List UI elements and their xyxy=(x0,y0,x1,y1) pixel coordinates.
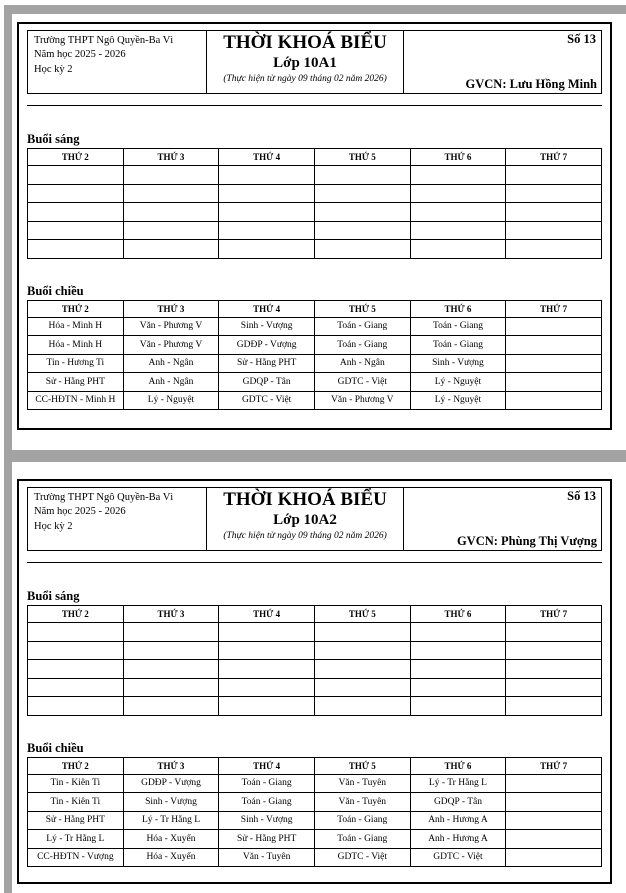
day-header-cell: THỨ 2 xyxy=(28,606,124,623)
lesson-cell xyxy=(506,641,602,660)
page-title: THỜI KHOÁ BIỂU xyxy=(223,32,387,53)
header-divider xyxy=(27,105,602,106)
day-header-cell: THỨ 7 xyxy=(506,757,602,774)
day-header-row xyxy=(28,300,602,317)
day-header-cell: THỨ 2 xyxy=(28,757,124,774)
lesson-cell: Toán - Giang xyxy=(314,317,410,336)
lesson-cell xyxy=(506,373,602,392)
day-header-row xyxy=(28,149,602,166)
period-row xyxy=(28,391,602,410)
lesson-cell xyxy=(123,221,219,240)
lesson-cell: Sinh - Vượng xyxy=(123,793,219,812)
lesson-cell: Văn - Phương V xyxy=(123,317,219,336)
period-row xyxy=(28,811,602,830)
period-row xyxy=(28,848,602,867)
lesson-cell xyxy=(506,240,602,259)
lesson-cell: GDĐP - Vượng xyxy=(219,336,315,355)
lesson-cell: Sử - Hằng PHT xyxy=(219,354,315,373)
lesson-cell xyxy=(314,203,410,222)
class-name: Lớp 10A2 xyxy=(273,511,337,528)
lesson-cell xyxy=(28,240,124,259)
lesson-cell xyxy=(219,660,315,679)
lesson-cell: Toán - Giang xyxy=(219,793,315,812)
period-row xyxy=(28,221,602,240)
lesson-cell: Lý - Nguyệt xyxy=(123,391,219,410)
lesson-cell: Anh - Ngân xyxy=(314,354,410,373)
day-header-cell: THỨ 5 xyxy=(314,300,410,317)
lesson-cell xyxy=(506,848,602,867)
lesson-cell xyxy=(219,678,315,697)
day-header-cell: THỨ 4 xyxy=(219,757,315,774)
meta-block xyxy=(404,488,601,550)
timetable-page-10a2 xyxy=(12,462,626,893)
lesson-cell xyxy=(506,354,602,373)
period-row xyxy=(28,184,602,203)
sheet-number: Số 13 xyxy=(567,32,596,46)
day-header-cell: THỨ 5 xyxy=(314,757,410,774)
lesson-cell: Văn - Phương V xyxy=(123,336,219,355)
day-header-cell: THỨ 7 xyxy=(506,149,602,166)
lesson-cell xyxy=(123,623,219,642)
period-row xyxy=(28,830,602,849)
lesson-cell xyxy=(410,660,506,679)
lesson-cell xyxy=(314,678,410,697)
day-header-cell: THỨ 4 xyxy=(219,300,315,317)
lesson-cell: Anh - Ngân xyxy=(123,373,219,392)
homeroom-teacher: GVCN: Phùng Thị Vượng xyxy=(456,534,597,548)
period-row xyxy=(28,240,602,259)
lesson-cell xyxy=(219,166,315,185)
lesson-cell: Hóa - Minh H xyxy=(28,336,124,355)
lesson-cell xyxy=(410,221,506,240)
lesson-cell xyxy=(410,240,506,259)
lesson-cell: Anh - Hương A xyxy=(410,811,506,830)
lesson-cell xyxy=(219,221,315,240)
lesson-cell xyxy=(314,184,410,203)
lesson-cell: GDQP - Tân xyxy=(219,373,315,392)
day-header-cell: THỨ 7 xyxy=(506,606,602,623)
lesson-cell xyxy=(123,697,219,716)
period-row xyxy=(28,317,602,336)
lesson-cell: Lý - Tr Hằng L xyxy=(410,774,506,793)
day-header-cell: THỨ 4 xyxy=(219,606,315,623)
lesson-cell xyxy=(314,660,410,679)
lesson-cell: Sử - Hằng PHT xyxy=(219,830,315,849)
semester: Học kỳ 2 xyxy=(34,520,73,532)
day-header-cell: THỨ 6 xyxy=(410,300,506,317)
lesson-cell xyxy=(506,391,602,410)
day-header-row xyxy=(28,757,602,774)
lesson-cell xyxy=(506,793,602,812)
page-border-frame xyxy=(17,22,612,430)
day-header-cell: THỨ 3 xyxy=(123,300,219,317)
day-header-cell: THỨ 6 xyxy=(410,149,506,166)
lesson-cell xyxy=(219,184,315,203)
lesson-cell: Toán - Giang xyxy=(410,336,506,355)
lesson-cell xyxy=(506,830,602,849)
day-header-cell: THỨ 3 xyxy=(123,606,219,623)
morning-timetable-10a1 xyxy=(27,148,602,259)
lesson-cell: Lý - Nguyệt xyxy=(410,373,506,392)
lesson-cell xyxy=(123,166,219,185)
lesson-cell xyxy=(506,774,602,793)
morning-section-label: Buổi sáng xyxy=(27,589,80,603)
lesson-cell: Tin - Kiên Ti xyxy=(28,774,124,793)
morning-timetable-10a2 xyxy=(27,605,602,716)
timetable-page-10a1 xyxy=(12,14,626,450)
lesson-cell: Sử - Hằng PHT xyxy=(28,373,124,392)
day-header-cell: THỨ 6 xyxy=(410,757,506,774)
day-header-cell: THỨ 4 xyxy=(219,149,315,166)
lesson-cell: CC-HĐTN - Vượng xyxy=(28,848,124,867)
day-header-cell: THỨ 6 xyxy=(410,606,506,623)
lesson-cell: Tin - Hương Ti xyxy=(28,354,124,373)
day-header-cell: THỨ 5 xyxy=(314,606,410,623)
lesson-cell xyxy=(123,203,219,222)
lesson-cell xyxy=(506,203,602,222)
school-info xyxy=(28,31,206,93)
day-header-cell: THỨ 2 xyxy=(28,149,124,166)
lesson-cell: Toán - Giang xyxy=(314,811,410,830)
lesson-cell: Hóa - Xuyến xyxy=(123,848,219,867)
day-header-cell: THỨ 3 xyxy=(123,757,219,774)
period-row xyxy=(28,678,602,697)
lesson-cell: Sử - Hằng PHT xyxy=(28,811,124,830)
lesson-cell: Toán - Giang xyxy=(314,336,410,355)
lesson-cell: Anh - Hương A xyxy=(410,830,506,849)
period-row xyxy=(28,623,602,642)
title-block xyxy=(206,488,405,550)
lesson-cell: Hóa - Xuyến xyxy=(123,830,219,849)
lesson-cell xyxy=(28,166,124,185)
lesson-cell: Sinh - Vượng xyxy=(219,317,315,336)
lesson-cell: Toán - Giang xyxy=(410,317,506,336)
day-header-cell: THỨ 5 xyxy=(314,149,410,166)
school-info xyxy=(28,488,206,550)
lesson-cell: Lý - Nguyệt xyxy=(410,391,506,410)
lesson-cell xyxy=(219,641,315,660)
lesson-cell xyxy=(506,336,602,355)
period-row xyxy=(28,697,602,716)
lesson-cell: Văn - Tuyên xyxy=(314,793,410,812)
afternoon-section-label: Buổi chiều xyxy=(27,283,84,298)
lesson-cell xyxy=(219,240,315,259)
title-block xyxy=(206,31,405,93)
lesson-cell xyxy=(219,203,315,222)
lesson-cell: GDĐP - Vượng xyxy=(123,774,219,793)
morning-section-label: Buổi sáng xyxy=(27,132,80,146)
period-row xyxy=(28,774,602,793)
school-year: Năm học 2025 - 2026 xyxy=(34,506,126,518)
lesson-cell xyxy=(410,184,506,203)
school-name: Trường THPT Ngô Quyền-Ba Vì xyxy=(34,35,174,46)
timetable-header xyxy=(27,487,602,551)
afternoon-timetable-10a2 xyxy=(27,757,602,868)
lesson-cell: Anh - Ngân xyxy=(123,354,219,373)
period-row xyxy=(28,203,602,222)
afternoon-timetable-10a1 xyxy=(27,300,602,411)
lesson-cell: Lý - Tr Hằng L xyxy=(123,811,219,830)
lesson-cell xyxy=(123,240,219,259)
lesson-cell xyxy=(123,660,219,679)
day-header-cell: THỨ 2 xyxy=(28,300,124,317)
lesson-cell xyxy=(410,203,506,222)
lesson-cell: GDQP - Tân xyxy=(410,793,506,812)
lesson-cell: Sinh - Vượng xyxy=(410,354,506,373)
lesson-cell xyxy=(506,623,602,642)
lesson-cell: GDTC - Việt xyxy=(219,391,315,410)
lesson-cell xyxy=(506,317,602,336)
school-name: Trường THPT Ngô Quyền-Ba Vì xyxy=(34,492,174,503)
lesson-cell xyxy=(123,678,219,697)
lesson-cell xyxy=(506,660,602,679)
lesson-cell xyxy=(314,166,410,185)
lesson-cell: Lý - Tr Hằng L xyxy=(28,830,124,849)
lesson-cell xyxy=(28,221,124,240)
lesson-cell: Văn - Phương V xyxy=(314,391,410,410)
semester: Học kỳ 2 xyxy=(34,63,73,75)
lesson-cell xyxy=(219,623,315,642)
period-row xyxy=(28,641,602,660)
lesson-cell xyxy=(28,623,124,642)
page-title: THỜI KHOÁ BIỂU xyxy=(223,489,387,510)
lesson-cell xyxy=(506,166,602,185)
lesson-cell xyxy=(506,678,602,697)
timetable-header xyxy=(27,30,602,94)
header-divider xyxy=(27,562,602,563)
period-row xyxy=(28,660,602,679)
lesson-cell xyxy=(123,184,219,203)
period-row xyxy=(28,793,602,812)
lesson-cell xyxy=(314,221,410,240)
meta-block xyxy=(404,31,601,93)
lesson-cell xyxy=(28,697,124,716)
day-header-cell: THỨ 3 xyxy=(123,149,219,166)
lesson-cell: GDTC - Việt xyxy=(314,373,410,392)
sheet-number: Số 13 xyxy=(567,489,596,503)
lesson-cell xyxy=(314,623,410,642)
lesson-cell xyxy=(28,678,124,697)
lesson-cell xyxy=(123,641,219,660)
lesson-cell xyxy=(506,221,602,240)
lesson-cell xyxy=(219,697,315,716)
homeroom-teacher: GVCN: Lưu Hồng Minh xyxy=(465,77,597,91)
lesson-cell: Toán - Giang xyxy=(219,774,315,793)
lesson-cell xyxy=(314,240,410,259)
lesson-cell: Hóa - Minh H xyxy=(28,317,124,336)
lesson-cell: GDTC - Việt xyxy=(314,848,410,867)
lesson-cell xyxy=(314,697,410,716)
school-year: Năm học 2025 - 2026 xyxy=(34,49,126,61)
lesson-cell xyxy=(410,623,506,642)
lesson-cell xyxy=(410,166,506,185)
lesson-cell xyxy=(506,184,602,203)
effective-date-note: (Thực hiện từ ngày 09 tháng 02 năm 2026) xyxy=(223,73,387,84)
period-row xyxy=(28,354,602,373)
lesson-cell xyxy=(28,660,124,679)
effective-date-note: (Thực hiện từ ngày 09 tháng 02 năm 2026) xyxy=(223,530,387,541)
lesson-cell xyxy=(410,678,506,697)
lesson-cell xyxy=(28,641,124,660)
lesson-cell xyxy=(410,697,506,716)
lesson-cell: GDTC - Việt xyxy=(410,848,506,867)
lesson-cell: CC-HĐTN - Minh H xyxy=(28,391,124,410)
day-header-cell: THỨ 7 xyxy=(506,300,602,317)
period-row xyxy=(28,336,602,355)
day-header-row xyxy=(28,606,602,623)
lesson-cell xyxy=(28,184,124,203)
lesson-cell xyxy=(28,203,124,222)
lesson-cell xyxy=(506,697,602,716)
period-row xyxy=(28,373,602,392)
lesson-cell: Toán - Giang xyxy=(314,830,410,849)
class-name: Lớp 10A1 xyxy=(273,54,337,71)
lesson-cell: Văn - Tuyên xyxy=(219,848,315,867)
lesson-cell: Văn - Tuyên xyxy=(314,774,410,793)
page-border-frame xyxy=(17,479,612,884)
lesson-cell xyxy=(314,641,410,660)
period-row xyxy=(28,166,602,185)
afternoon-section-label: Buổi chiều xyxy=(27,740,84,755)
lesson-cell xyxy=(410,641,506,660)
lesson-cell: Sinh - Vượng xyxy=(219,811,315,830)
lesson-cell xyxy=(506,811,602,830)
lesson-cell: Tin - Kiên Ti xyxy=(28,793,124,812)
